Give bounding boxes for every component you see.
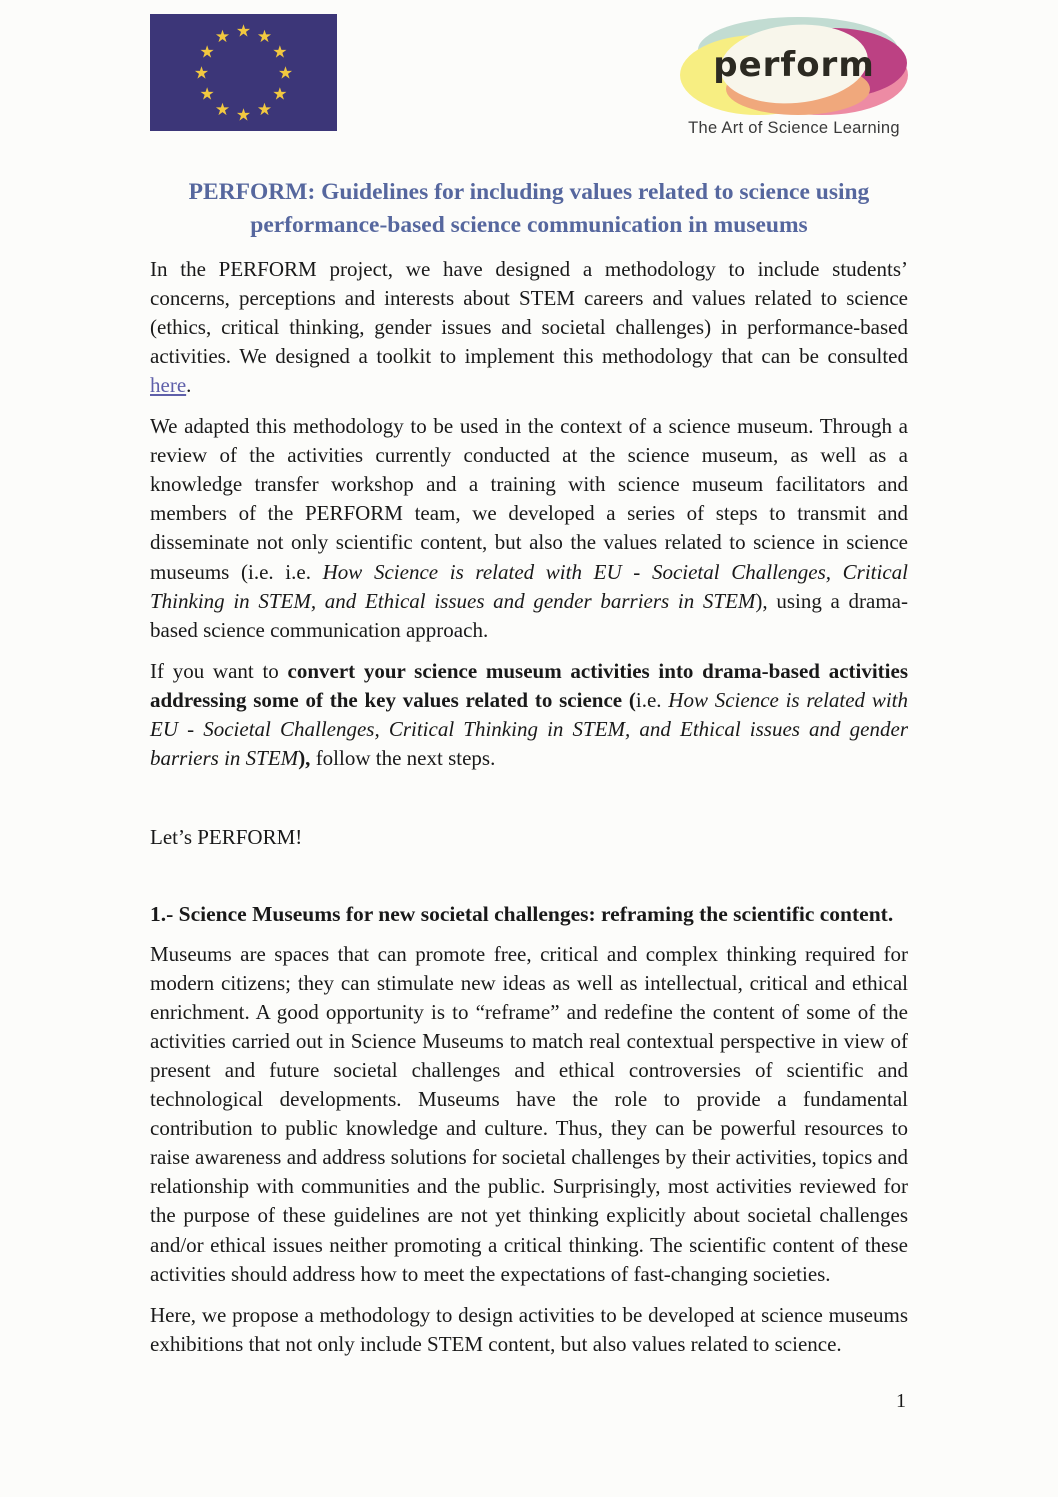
document-title: PERFORM: Guidelines for including values related to science using performance-based science communication in museums <box>188 179 870 239</box>
paragraph-convert-bold: convert your science museum activities into drama-based activities addressing some of the key values related to science ( <box>150 658 908 712</box>
logo-tagline: The Art of Science Learning <box>688 119 900 137</box>
page-number: 1 <box>896 1390 906 1412</box>
perform-logo <box>680 14 908 138</box>
lets-perform-line: Let’s PERFORM! <box>150 825 303 850</box>
paragraph-convert-ie: i.e. <box>635 687 669 712</box>
svg-text:★: ★ <box>214 27 231 48</box>
paragraph-intro <box>150 255 908 400</box>
paragraph-museums: Museums are spaces that can promote free, critical and complex thinking required for modern citizens; they can stimulate new ideas as well as intellectual, critical and ethical enrichment. A good opportunity is to “reframe” and redefine the content of some of the activities carried out in Science Museums to match real contextual perspective in view of present and future societal challenges and ethical controversies of scientific and technological developments. Museums have the role to provide a fundamental contribution to public knowledge and culture. Thus, they can be powerful resources to raise awareness and address solutions for societal challenges by their activities, topics and relationship with communities and the public. Surprisingly, most activities reviewed for the purpose of these guidelines are not yet thinking explicitly about societal challenges and/or ethical issues neither promoting a critical thinking. The scientific content of these activities should address how to meet the expectations of fast-changing societies. <box>150 941 908 1286</box>
paragraph-methodology <box>150 412 908 645</box>
svg-text:★: ★ <box>214 99 231 120</box>
paragraph-convert-bold-close: ), <box>298 745 311 770</box>
paragraph-intro-text: In the PERFORM project, we have designed a methodology to include students’ concerns, perceptions and interests about STEM careers and values related to science (ethics, critical thinking, gender issues and societal challenges) in performance-based activities. We designed a toolkit to implement this methodology that can be consulted <box>150 256 908 368</box>
perform-logo-image <box>680 14 908 116</box>
paragraph-intro-period: . <box>186 373 192 398</box>
section-1-heading: 1.- Science Museums for new societal challenges: reframing the scientific content. <box>150 902 894 927</box>
svg-text:★: ★ <box>235 21 252 42</box>
paragraph-convert-italic: How Science is related with EU - Societal Challenges, Critical Thinking in STEM, and Ethical issues and gender barriers in STEM <box>150 687 908 770</box>
paragraph-methodology-text: We adapted this methodology to be used in the context of a science museum. Through a review of the activities currently conducted at the science museum, as well as a knowledge transfer workshop and a training with science museum facilitators and members of the PERFORM team, we developed a series of steps to transmit and disseminate not only scientific content, but also the values related to science in science museums (i.e. i.e. <box>150 414 908 584</box>
svg-text:★: ★ <box>199 84 215 105</box>
paragraph-methodology-end: ), using a drama-based science communication approach. <box>150 588 908 642</box>
svg-text:★: ★ <box>256 99 273 120</box>
eu-flag-image <box>150 14 337 131</box>
svg-text:★: ★ <box>277 63 294 84</box>
svg-text:★: ★ <box>256 27 273 48</box>
svg-text:★: ★ <box>272 84 288 105</box>
eu-flag-icon <box>150 14 337 131</box>
svg-text:★: ★ <box>199 42 215 63</box>
perform-logo-text: perform <box>713 45 875 85</box>
svg-text:★: ★ <box>272 42 288 63</box>
svg-text:★: ★ <box>193 63 210 84</box>
paragraph-propose: Here, we propose a methodology to design activities to be developed at science museums exhibitions that not only include STEM content, but also values related to science. <box>150 1302 908 1356</box>
paragraph-convert <box>150 657 908 773</box>
svg-text:★: ★ <box>235 105 252 126</box>
page-header <box>150 14 908 138</box>
paragraph-methodology-italic: How Science is related with EU - Societal Challenges, Critical Thinking in STEM, and Ethical issues and gender barriers in STEM <box>150 559 909 613</box>
here-link[interactable]: here <box>150 373 187 398</box>
paragraph-convert-end: follow the next steps. <box>310 745 496 770</box>
paragraph-convert-start: If you want to <box>150 658 288 683</box>
